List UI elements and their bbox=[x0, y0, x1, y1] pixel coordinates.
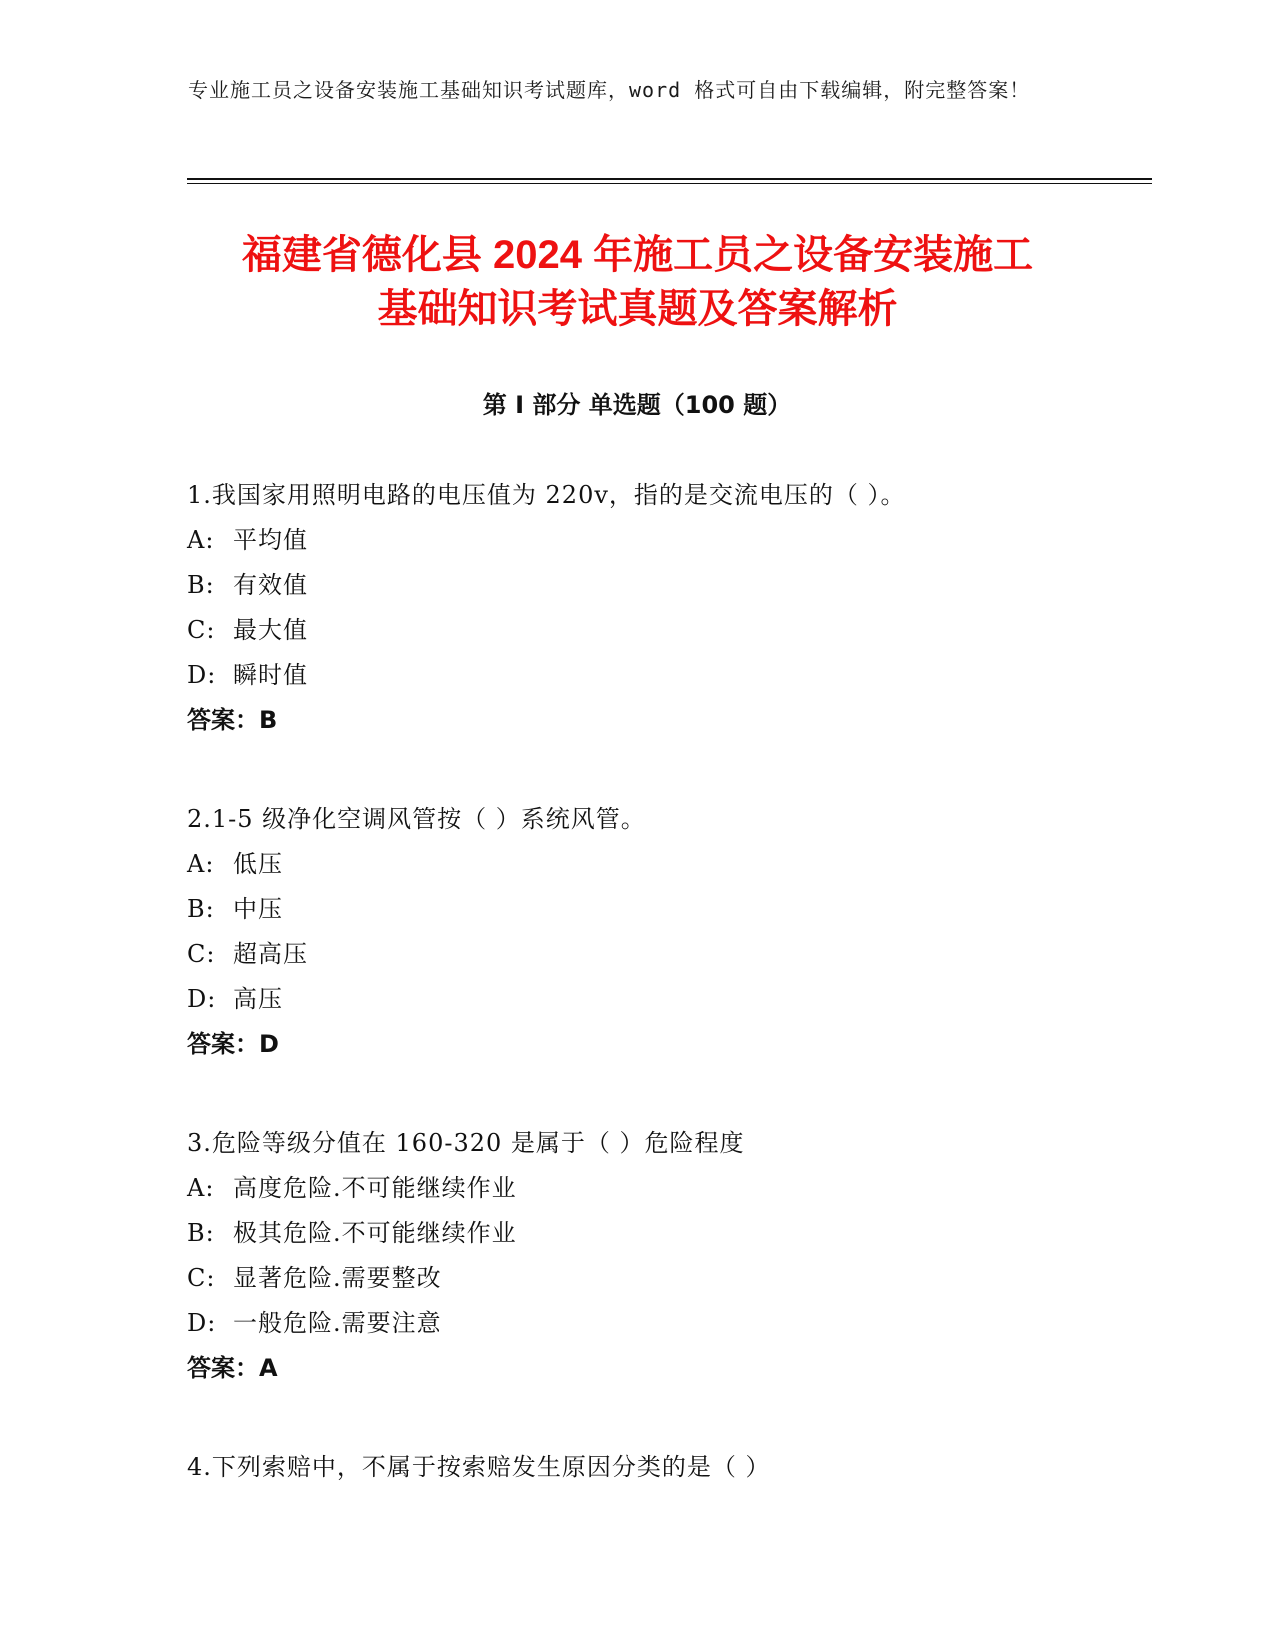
answer: 答案：D bbox=[187, 1030, 279, 1058]
option-d bbox=[187, 1301, 1147, 1346]
option-d bbox=[187, 653, 1147, 698]
option-letter: A: bbox=[187, 526, 215, 554]
option-c bbox=[187, 1256, 1147, 1301]
question-3 bbox=[187, 1121, 1147, 1391]
option-letter: C: bbox=[187, 940, 216, 968]
option-letter: B: bbox=[187, 895, 215, 923]
option-b bbox=[187, 563, 1147, 608]
question-stem: 3.危险等级分值在 160-320 是属于（ ）危险程度 bbox=[187, 1129, 745, 1157]
option-letter: D: bbox=[187, 661, 217, 689]
option-a bbox=[187, 518, 1147, 563]
option-letter: C: bbox=[187, 616, 216, 644]
option-letter: B: bbox=[187, 571, 215, 599]
option-text: 平均值 bbox=[233, 526, 308, 554]
section-heading: 第 I 部分 单选题（100 题） bbox=[482, 391, 792, 419]
option-d bbox=[187, 977, 1147, 1022]
header-note: 专业施工员之设备安装施工基础知识考试题库，word 格式可自由下载编辑，附完整答案！ bbox=[188, 78, 1031, 102]
question-stem: 4.下列索赔中，不属于按索赔发生原因分类的是（ ） bbox=[187, 1453, 771, 1481]
answer: 答案：A bbox=[187, 1354, 278, 1382]
option-letter: C: bbox=[187, 1264, 216, 1292]
header-rule-thin bbox=[187, 183, 1152, 184]
option-c bbox=[187, 932, 1147, 977]
option-letter: D: bbox=[187, 1309, 217, 1337]
option-letter: A: bbox=[187, 1174, 215, 1202]
option-text: 一般危险.需要注意 bbox=[233, 1309, 442, 1337]
option-text: 瞬时值 bbox=[233, 661, 308, 689]
question-stem: 1.我国家用照明电路的电压值为 220v，指的是交流电压的（ ）。 bbox=[187, 481, 906, 509]
option-text: 低压 bbox=[233, 850, 283, 878]
option-a bbox=[187, 1166, 1147, 1211]
option-text: 高度危险.不可能继续作业 bbox=[233, 1174, 517, 1202]
title-line-1: 福建省德化县 2024 年施工员之设备安装施工 bbox=[241, 233, 1034, 277]
option-b bbox=[187, 1211, 1147, 1256]
option-letter: A: bbox=[187, 850, 215, 878]
document-title bbox=[150, 228, 1125, 336]
answer: 答案：B bbox=[187, 706, 278, 734]
option-a bbox=[187, 842, 1147, 887]
question-stem: 2.1-5 级净化空调风管按（ ）系统风管。 bbox=[187, 805, 646, 833]
option-text: 中压 bbox=[233, 895, 283, 923]
header-rule-thick bbox=[187, 178, 1152, 180]
option-text: 极其危险.不可能继续作业 bbox=[233, 1219, 517, 1247]
question-4 bbox=[187, 1445, 1147, 1490]
question-list bbox=[187, 473, 1147, 1544]
question-1 bbox=[187, 473, 1147, 743]
option-letter: D: bbox=[187, 985, 217, 1013]
question-2 bbox=[187, 797, 1147, 1067]
option-b bbox=[187, 887, 1147, 932]
option-text: 显著危险.需要整改 bbox=[233, 1264, 442, 1292]
option-text: 超高压 bbox=[233, 940, 308, 968]
option-text: 有效值 bbox=[233, 571, 308, 599]
option-c bbox=[187, 608, 1147, 653]
title-line-2: 基础知识考试真题及答案解析 bbox=[377, 287, 898, 331]
option-text: 高压 bbox=[233, 985, 283, 1013]
option-text: 最大值 bbox=[233, 616, 308, 644]
option-letter: B: bbox=[187, 1219, 215, 1247]
